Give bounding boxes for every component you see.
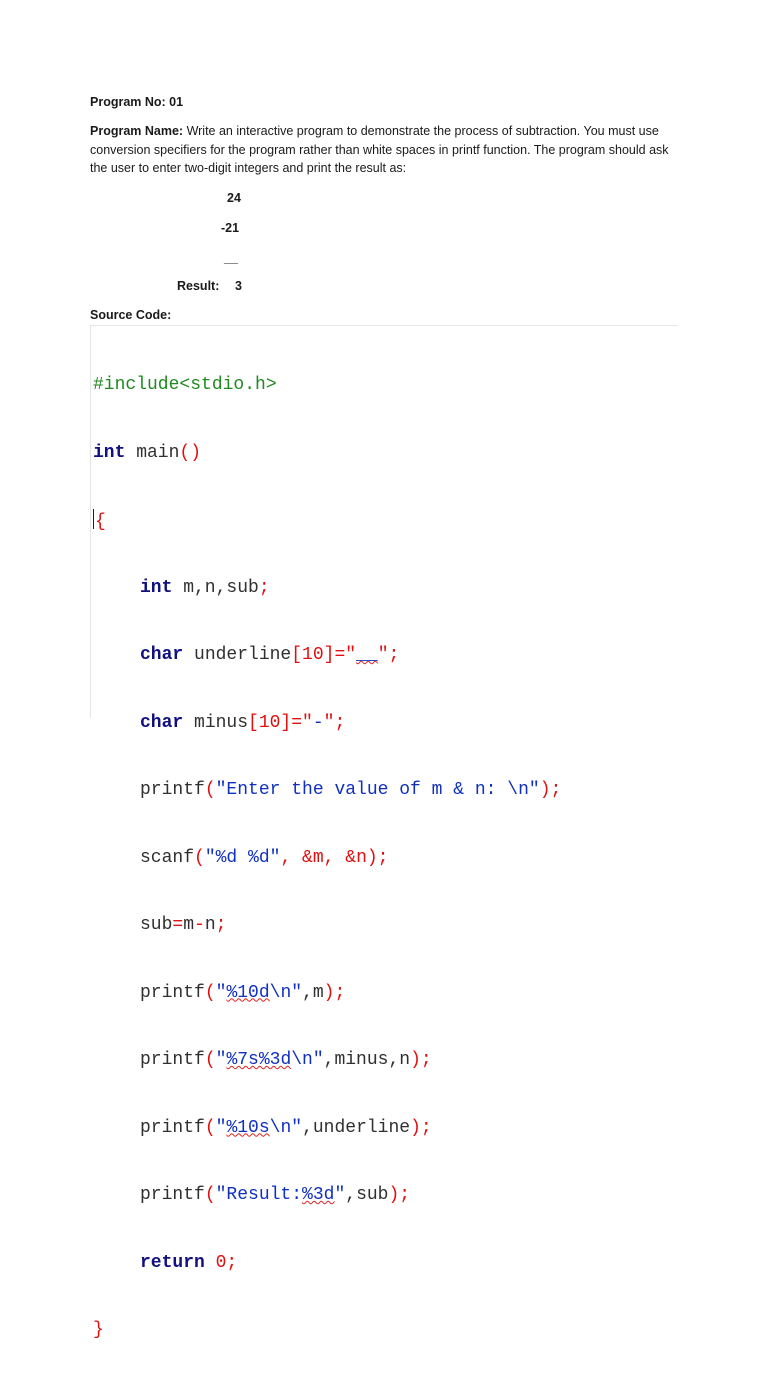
newline-escape: \n" xyxy=(269,1117,303,1138)
code-line-12 xyxy=(93,1117,561,1140)
newline-escape: \n" xyxy=(269,982,303,1003)
paren: ( xyxy=(204,1050,216,1070)
printf-args: ,sub xyxy=(345,1185,389,1205)
quote: " xyxy=(215,982,227,1003)
keyword-int: int xyxy=(93,442,126,463)
code-line-8 xyxy=(93,847,561,870)
return-value: 0 xyxy=(204,1252,227,1273)
code-line-7 xyxy=(93,779,561,802)
assign-operator: = xyxy=(172,915,184,935)
code-line-2 xyxy=(93,442,561,465)
program-name-paragraph xyxy=(90,122,680,178)
program-name-text: Write an interactive program to demonstrate the process of subtraction. You must use conversion specifiers for the program rather than white spaces in printf function. The program should ask the user to enter two-digit integers and print the result as: xyxy=(90,124,669,175)
paren: ( xyxy=(194,847,205,868)
newline-escape: \n" xyxy=(291,1050,324,1070)
program-number: Program No: 01 xyxy=(90,95,184,109)
close-brace: } xyxy=(93,1320,104,1340)
example-result-label: Result: xyxy=(177,279,220,293)
main-identifier: main xyxy=(125,442,180,463)
code-line-4 xyxy=(93,577,561,600)
open-brace: { xyxy=(95,512,106,532)
format-specifier: %10d xyxy=(226,982,270,1003)
printf-call: printf xyxy=(140,780,205,800)
m-identifier: m xyxy=(183,915,195,935)
printf-call: printf xyxy=(140,1117,205,1138)
printf-call: printf xyxy=(140,1185,205,1205)
example-second-number: -21 xyxy=(221,221,240,235)
quote: " xyxy=(215,1117,227,1138)
underline-string: __ xyxy=(356,645,378,665)
variables: m,n,sub xyxy=(172,577,259,598)
n-identifier: n xyxy=(204,915,216,935)
statement-end: ); xyxy=(410,1117,432,1138)
quote: " xyxy=(323,712,335,733)
underline-identifier: underline xyxy=(183,645,292,665)
format-specifier: %10s xyxy=(226,1117,270,1138)
keyword-char: char xyxy=(140,712,184,733)
statement-end: ); xyxy=(388,1185,411,1205)
include-directive: #include<stdio.h> xyxy=(93,375,277,395)
code-line-11 xyxy=(93,1049,561,1072)
semicolon: ; xyxy=(226,1252,238,1273)
statement-end: ); xyxy=(323,982,346,1003)
statement-end: ); xyxy=(539,780,562,800)
printf-args: ,minus,n xyxy=(323,1050,411,1070)
code-line-9 xyxy=(93,914,561,937)
quote: " xyxy=(302,712,313,733)
paren: ( xyxy=(204,982,216,1003)
semicolon: ; xyxy=(334,712,346,733)
quote: " xyxy=(377,645,389,665)
code-line-1 xyxy=(93,374,561,397)
semicolon: ; xyxy=(215,915,227,935)
prompt-string: "Enter the value of m & n: \n" xyxy=(215,780,540,800)
code-editor-screenshot xyxy=(90,325,678,1340)
quote: " xyxy=(215,1050,227,1070)
format-specifier: %3d xyxy=(302,1185,335,1205)
paren: ( xyxy=(204,1117,216,1138)
text-cursor xyxy=(93,509,94,529)
printf-call: printf xyxy=(140,1050,205,1070)
printf-args: ,underline xyxy=(302,1117,411,1138)
editor-gutter-line xyxy=(90,326,91,718)
format-string: "%d %d" xyxy=(204,847,281,868)
sub-identifier: sub xyxy=(140,915,173,935)
source-code xyxy=(93,329,561,1387)
example-result-value: 3 xyxy=(235,279,242,293)
quote: " xyxy=(334,1185,346,1205)
code-line-5 xyxy=(93,644,561,667)
code-line-14 xyxy=(93,1252,561,1275)
keyword-char: char xyxy=(140,645,184,665)
scanf-call: scanf xyxy=(140,847,195,868)
code-line-3 xyxy=(93,509,561,532)
main-parens: () xyxy=(179,442,202,463)
statement-end: ); xyxy=(366,847,389,868)
scanf-args: , &m, &n xyxy=(280,847,367,868)
source-code-label: Source Code: xyxy=(90,308,172,322)
printf-call: printf xyxy=(140,982,205,1003)
format-specifier: %7s%3d xyxy=(226,1050,292,1070)
array-size: [10]= xyxy=(248,712,303,733)
minus-operator: - xyxy=(194,915,205,935)
program-name-label: Program Name: xyxy=(90,124,184,138)
paren: ( xyxy=(204,1185,216,1205)
code-line-15 xyxy=(93,1319,561,1342)
code-line-10 xyxy=(93,982,561,1005)
paren: ( xyxy=(204,780,216,800)
keyword-int: int xyxy=(140,577,173,598)
code-line-13 xyxy=(93,1184,561,1207)
printf-args: ,m xyxy=(302,982,324,1003)
minus-string: - xyxy=(312,712,324,733)
quote: " xyxy=(345,645,357,665)
example-underline: __ xyxy=(224,251,238,265)
array-size: [10]= xyxy=(291,645,346,665)
statement-end: ); xyxy=(410,1050,432,1070)
example-first-number: 24 xyxy=(227,191,241,205)
result-string: "Result: xyxy=(215,1185,303,1205)
keyword-return: return xyxy=(140,1252,205,1273)
minus-identifier: minus xyxy=(183,712,249,733)
semicolon: ; xyxy=(388,645,400,665)
semicolon: ; xyxy=(258,577,270,598)
code-line-6 xyxy=(93,712,561,735)
